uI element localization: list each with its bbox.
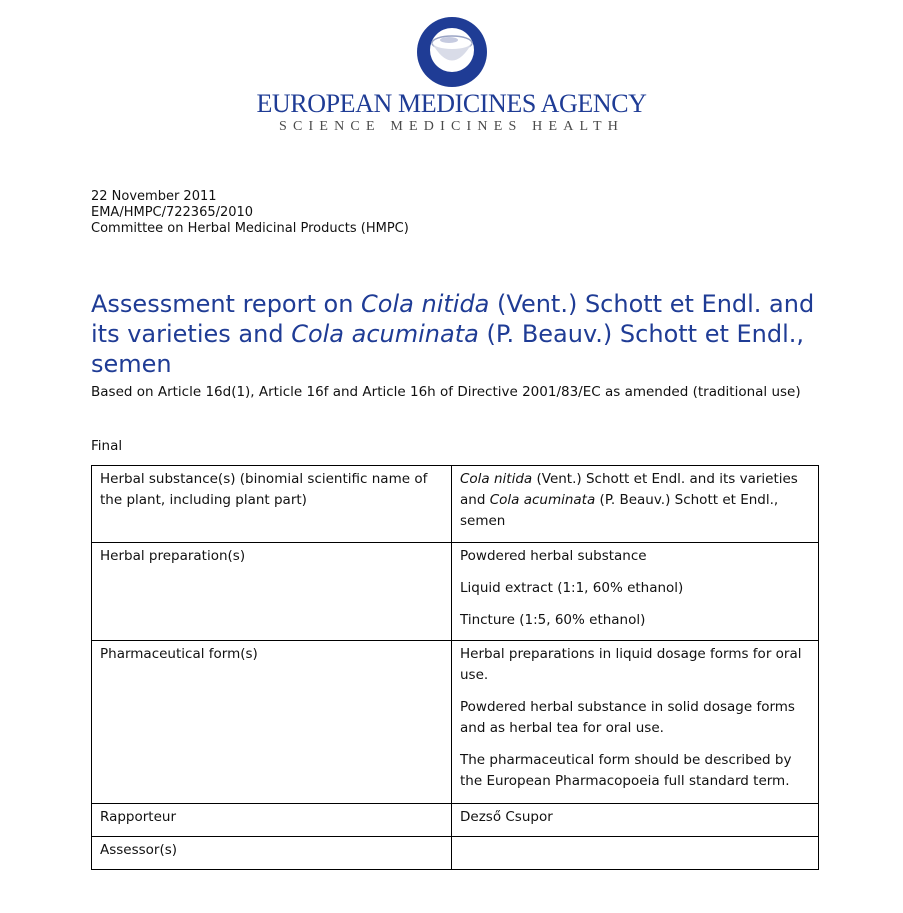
substance-text-2: (P. Beauv.) Schott et Endl., semen <box>460 492 779 529</box>
form-item: The pharmaceutical form should be described by the European Pharmacopoeia full standard term. <box>460 752 792 789</box>
substance-species-1: Cola nitida <box>460 471 533 487</box>
title-part-1: Assessment report on <box>91 290 362 318</box>
title-part-2: (Vent.) Schott et Endl. and its varieties and <box>91 290 815 348</box>
title-species-1: Cola nitida <box>361 290 490 318</box>
rapporteur-value: Dezső Csupor <box>452 804 819 837</box>
preparation-item: Tincture (1:5, 60% ethanol) <box>460 612 646 628</box>
summary-table <box>91 465 819 870</box>
committee-name: Committee on Herbal Medicinal Products (HMPC) <box>91 221 409 236</box>
legal-basis: Based on Article 16d(1), Article 16f and Article 16h of Directive 2001/83/EC as amended (traditional use) <box>91 384 801 400</box>
assessor-value <box>452 837 819 870</box>
assessor-label: Assessor(s) <box>92 837 452 870</box>
herbal-preparation-label: Herbal preparation(s) <box>92 543 452 641</box>
table-row <box>92 837 819 870</box>
form-item: Powdered herbal substance in solid dosage forms and as herbal tea for oral use. <box>460 699 795 736</box>
herbal-substance-value <box>452 466 819 543</box>
agency-name: EUROPEAN MEDICINES AGENCY <box>256 89 647 118</box>
agency-tagline: SCIENCE MEDICINES HEALTH <box>278 119 625 134</box>
table-row <box>92 466 819 543</box>
form-item: Herbal preparations in liquid dosage forms for oral use. <box>460 646 802 683</box>
table-row <box>92 804 819 837</box>
rapporteur-label: Rapporteur <box>92 804 452 837</box>
substance-text-1: (Vent.) Schott et Endl. and its varieties and <box>460 471 798 508</box>
document-status: Final <box>91 438 123 454</box>
table-row <box>92 543 819 641</box>
preparation-item: Powdered herbal substance <box>460 548 647 564</box>
title-part-3: (P. Beauv.) Schott et Endl., semen <box>91 320 805 378</box>
substance-species-2: Cola acuminata <box>489 492 596 508</box>
document-reference: EMA/HMPC/722365/2010 <box>91 205 254 220</box>
document-date: 22 November 2011 <box>91 189 217 204</box>
table-row <box>92 641 819 804</box>
ema-logo-icon <box>416 16 488 88</box>
pharmaceutical-form-label: Pharmaceutical form(s) <box>92 641 452 804</box>
herbal-substance-label: Herbal substance(s) (binomial scientific name of the plant, including plant part) <box>92 466 452 543</box>
document-meta <box>91 189 409 237</box>
pharmaceutical-form-value <box>452 641 819 804</box>
preparation-item: Liquid extract (1:1, 60% ethanol) <box>460 580 684 596</box>
page-title <box>91 289 831 379</box>
title-species-2: Cola acuminata <box>291 320 479 348</box>
herbal-preparation-value <box>452 543 819 641</box>
